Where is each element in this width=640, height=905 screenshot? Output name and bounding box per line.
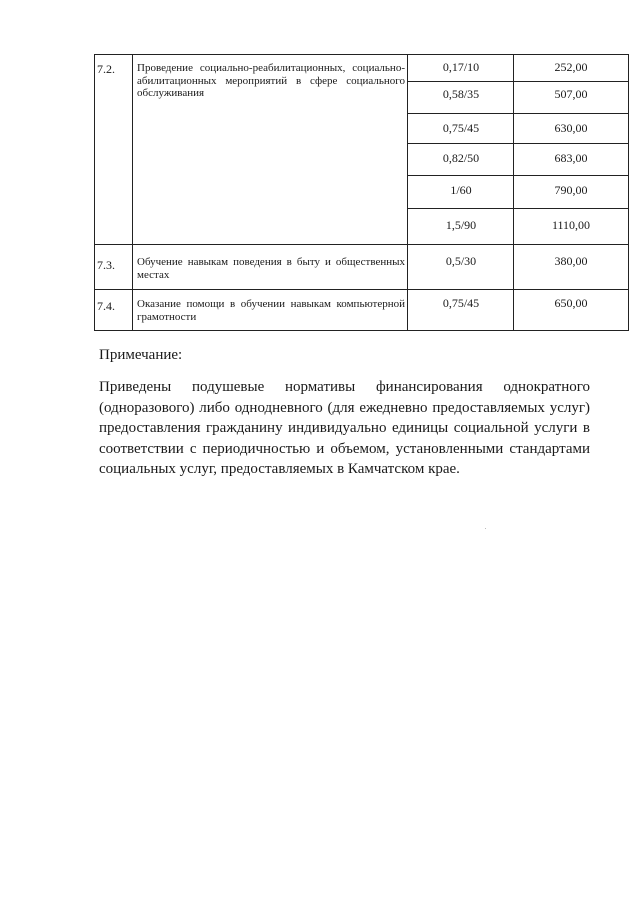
row-number: 7.3. bbox=[97, 258, 115, 272]
price-value: 507,00 bbox=[554, 87, 588, 101]
tariff-table bbox=[94, 54, 629, 331]
price-value: 252,00 bbox=[554, 60, 588, 74]
service-description: Оказание помощи в обучении навыкам компьютерной грамотности bbox=[137, 298, 405, 323]
row-divider bbox=[95, 244, 629, 245]
row-divider bbox=[407, 113, 629, 114]
norm-value: 1/60 bbox=[450, 183, 472, 197]
norm-value: 0,82/50 bbox=[442, 151, 480, 165]
row-number: 7.4. bbox=[97, 299, 115, 313]
norm-value: 0,58/35 bbox=[442, 87, 480, 101]
row-divider bbox=[407, 208, 629, 209]
price-value: 380,00 bbox=[554, 254, 588, 268]
norm-value: 1,5/90 bbox=[445, 218, 477, 232]
row-number: 7.2. bbox=[97, 62, 115, 76]
row-divider bbox=[407, 175, 629, 176]
price-value: 630,00 bbox=[554, 121, 588, 135]
scan-speck bbox=[485, 528, 486, 529]
norm-value: 0,75/45 bbox=[442, 121, 480, 135]
norm-value: 0,75/45 bbox=[442, 296, 480, 310]
row-divider bbox=[407, 143, 629, 144]
price-value: 683,00 bbox=[554, 151, 588, 165]
table-border bbox=[95, 330, 629, 331]
price-value: 650,00 bbox=[554, 296, 588, 310]
row-divider bbox=[95, 289, 629, 290]
norm-value: 0,17/10 bbox=[442, 60, 480, 74]
norm-value: 0,5/30 bbox=[445, 254, 477, 268]
table-border bbox=[628, 55, 629, 331]
row-divider bbox=[407, 81, 629, 82]
note-title: Примечание: bbox=[99, 347, 183, 363]
note-text: Приведены подушевые нормативы финансирования однократного (одноразового) либо однодневного (для ежедневно предоставляемых услуг) предоставления гражданину индивидуально единицы социальной услуги в соответствии с периодичностью и объемом, установленными стандартами социальных услуг, предоставляемых в Камчатском крае. bbox=[99, 379, 590, 477]
service-description: Обучение навыкам поведения в быту и общественных местах bbox=[137, 256, 405, 281]
price-value: 1110,00 bbox=[551, 218, 591, 232]
price-value: 790,00 bbox=[554, 183, 588, 197]
service-description: Проведение социально-реабилитационных, социально-абилитационных мероприятий в сфере социального обслуживания bbox=[137, 62, 405, 99]
